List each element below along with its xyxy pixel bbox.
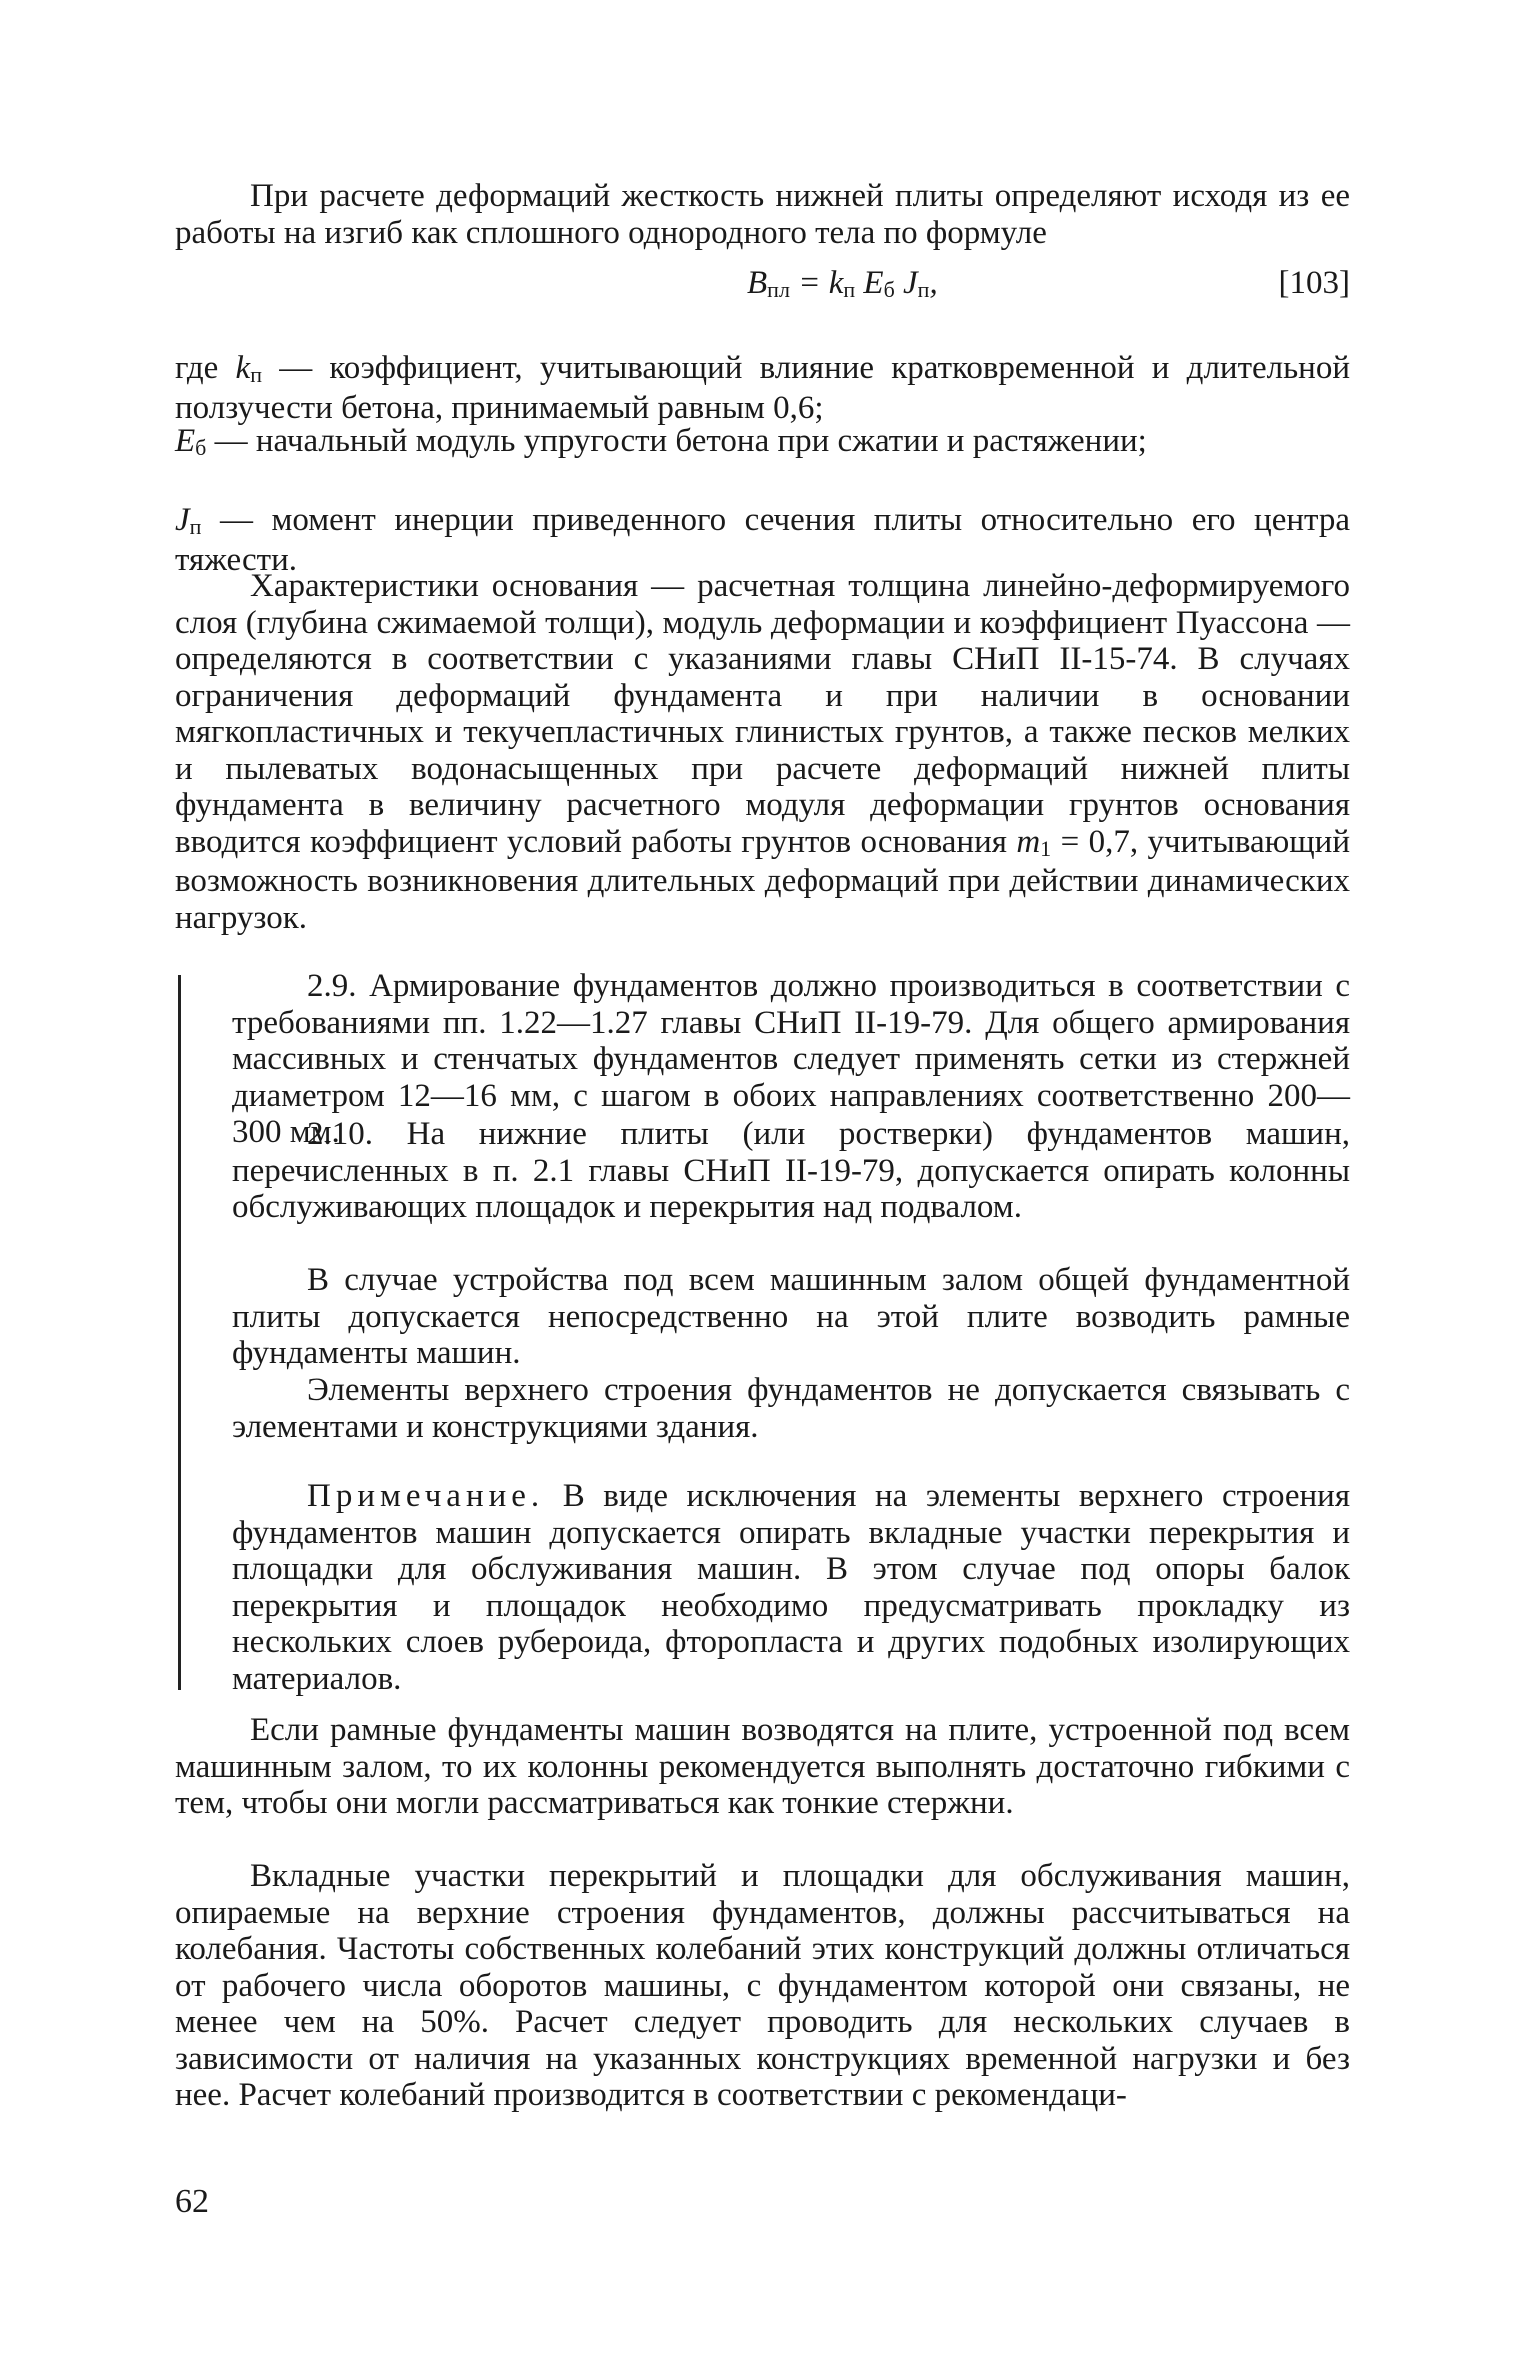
paragraph-intro: При расчете деформаций жесткость нижней плиты определяют исходя из ее работы на изгиб как сплошного однородного тела по формуле	[175, 178, 1350, 251]
formula-expression: Bпл = kп Eб Jп,	[747, 265, 938, 302]
paragraph-soil-characteristics: Характеристики основания — расчетная толщина линейно-деформируемого слоя (глубина сжимаемой толщи), модуль деформации и коэффициент Пуассона — определяются в соответствии с указаниями главы СНиП II-15-74. В случаях ограничения деформаций фундамента и при наличии в основании мягкопластичных и текучепластичных глинистых грунтов, а также песков мелких и пылеватых водонасыщенных при расчете деформаций нижней плиты фундамента в величину расчетного модуля деформации грунтов основания вводится коэффициент условий работы грунтов основания m1 = 0,7, учитывающий возможность возникновения длительных деформаций при действии динамических нагрузок.	[175, 568, 1350, 936]
formula-number: [103]	[1278, 265, 1350, 301]
paragraph-frame-foundations: Если рамные фундаменты машин возводятся на плите, устроенной под всем машинным залом, то их колонны рекомендуется выполнять достаточно гибкими с тем, чтобы они могли рассматриваться как тонкие стержни.	[175, 1712, 1350, 1821]
note-label: Примечание.	[307, 1478, 545, 1514]
formula-103	[175, 265, 1350, 305]
paragraph-common-slab: В случае устройства под всем машинным залом общей фундаментной плиты допускается непосредственно на этой плите возводить рамные фундаменты машин.	[232, 1262, 1350, 1371]
page-number: 62	[175, 2183, 209, 2220]
section-2-9: 2.9. Армирование фундаментов должно производиться в соответствии с требованиями пп. 1.22—1.27 главы СНиП II-19-79. Для общего армирования массивных и стенчатых фундаментов следует применять сетки из стержней диаметром 12—16 мм, с шагом в обоих направлениях соответственно 200—300 мм.	[232, 968, 1350, 1150]
definition-kp: где kп — коэффициент, учитывающий влияние кратковременной и длительной ползучести бетона, принимаемый равным 0,6;	[175, 350, 1350, 426]
paragraph-inset-sections: Вкладные участки перекрытий и площадки для обслуживания машин, опираемые на верхние строения фундаментов, должны рассчитываться на колебания. Частоты собственных колебаний этих конструкций должны отличаться от рабочего числа оборотов машины, с фундаментом которой они связаны, не менее чем на 50%. Расчет следует проводить для нескольких случаев в зависимости от наличия на указанных конструкциях временной нагрузки и без нее. Расчет колебаний производится в соответствии с рекомендаци-	[175, 1858, 1350, 2113]
note: Примечание. В виде исключения на элементы верхнего строения фундаментов машин допускается опирать вкладные участки перекрытия и площадки для обслуживания машин. В этом случае под опоры балок перекрытия и площадок необходимо предусматривать прокладку из нескольких слоев рубероида, фторопласта и других подобных изолирующих материалов.	[232, 1478, 1350, 1697]
section-2-10: 2.10. На нижние плиты (или ростверки) фундаментов машин, перечисленных в п. 2.1 главы СНиП II-19-79, допускается опирать колонны обслуживающих площадок и перекрытия над подвалом.	[232, 1116, 1350, 1225]
margin-change-bar	[178, 975, 181, 1690]
definition-jp: Jп — момент инерции приведенного сечения плиты относительно его центра тяжести.	[175, 502, 1350, 578]
paragraph-upper-structure: Элементы верхнего строения фундаментов не допускается связывать с элементами и конструкциями здания.	[232, 1372, 1350, 1445]
definition-eb: Eб — начальный модуль упругости бетона при сжатии и растяжении;	[175, 423, 1147, 460]
